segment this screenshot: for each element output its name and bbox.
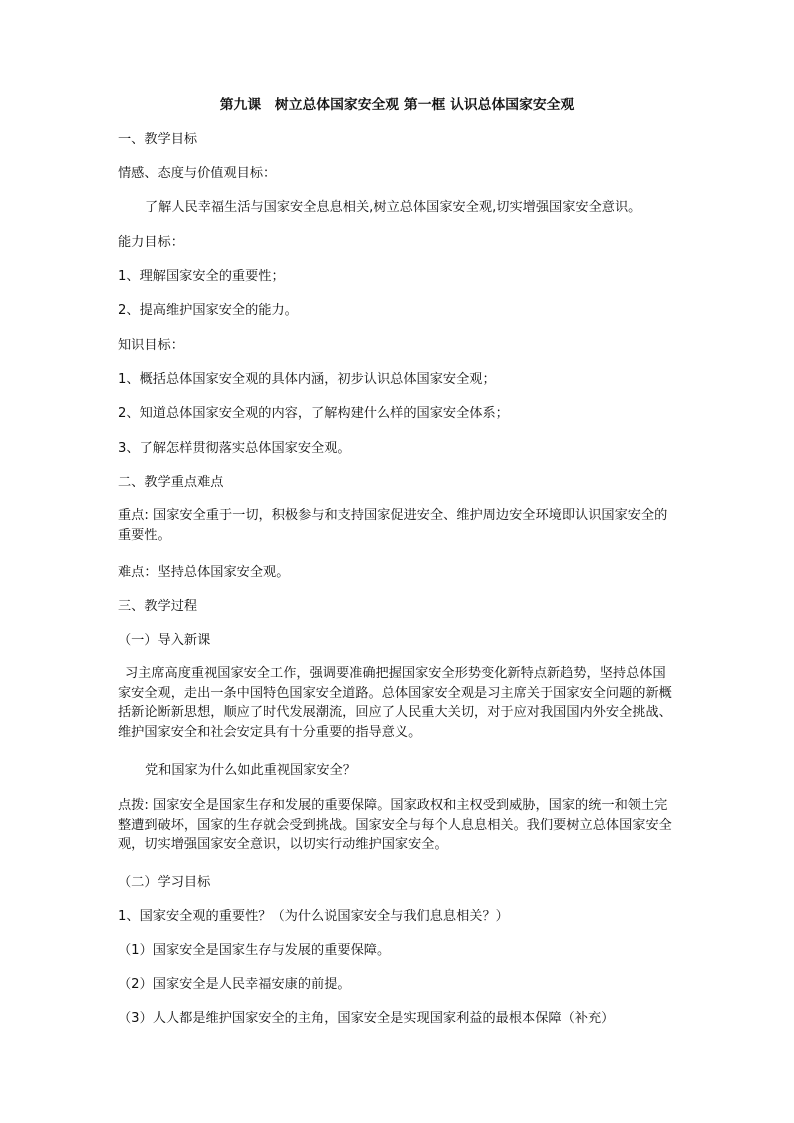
- ability-goal-item-2: 2、提高维护国家安全的能力。: [118, 303, 298, 318]
- difficulty-text: 难点：坚持总体国家安全观。: [118, 565, 290, 580]
- knowledge-goal-label: 知识目标：: [118, 338, 184, 353]
- emotion-goal-text: 了解人民幸福生活与国家安全息息相关,树立总体国家安全观,切实增强国家安全意识。: [145, 200, 642, 215]
- document-title: 第九课 树立总体国家安全观 第一框 认识总体国家安全观: [219, 97, 575, 113]
- intro-paragraph: 习主席高度重视国家安全工作，强调要准确把握国家安全形势变化新特点新趋势，坚持总体国家安全观，走出一条中国特色国家安全道路。总体国家安全观是习主席关于国家安全问题的新概括新论断新思想，顺应了时代发展潮流，回应了人民重大关切，对于应对我国国内外安全挑战、维护国家安全和社会安定具有十分重要的指导意义。: [118, 666, 672, 740]
- ability-goal-item-1: 1、理解国家安全的重要性；: [118, 269, 285, 284]
- intro-heading: （一）导入新课: [118, 633, 211, 648]
- discussion-question: 党和国家为什么如此重视国家安全？: [145, 763, 356, 778]
- knowledge-goal-item-3: 3、了解怎样贯彻落实总体国家安全观。: [118, 441, 351, 456]
- ability-goal-label: 能力目标：: [118, 235, 184, 250]
- hint-paragraph: 点拨: 国家安全是国家生存和发展的重要保障。国家政权和主权受到威胁，国家的统一和领土完整遭到破坏，国家的生存就会受到挑战。国家安全与每个人息息相关。我们要树立总体国家安全观，切实增强国家安全意识，以切实行动维护国家安全。: [118, 798, 672, 852]
- section-heading-goals: 一、教学目标: [118, 132, 198, 147]
- section-heading-process: 三、教学过程: [118, 599, 198, 614]
- knowledge-goal-item-2: 2、知道总体国家安全观的内容，了解构建什么样的国家安全体系；: [118, 406, 509, 421]
- knowledge-goal-item-1: 1、概括总体国家安全观的具体内涵，初步认识总体国家安全观；: [118, 372, 496, 387]
- emotion-goal-label: 情感、态度与价值观目标：: [118, 166, 277, 181]
- learning-goal-item-2: （2）国家安全是人民幸福安康的前提。: [118, 977, 351, 992]
- key-point-text: 重点: 国家安全重于一切，积极参与和支持国家促进安全、维护周边安全环境即认识国家安全的重要性。: [118, 508, 668, 543]
- learning-goal-item-1: （1）国家安全是国家生存与发展的重要保障。: [118, 943, 391, 958]
- section-heading-key-points: 二、教学重点难点: [118, 475, 224, 490]
- learning-goal-item-3: （3）人人都是维护国家安全的主角，国家安全是实现国家利益的最根本保障（补充）: [118, 1011, 615, 1026]
- learning-goals-heading: （二）学习目标: [118, 875, 211, 890]
- learning-goal-question: 1、国家安全观的重要性？（为什么说国家安全与我们息息相关？）: [118, 909, 509, 924]
